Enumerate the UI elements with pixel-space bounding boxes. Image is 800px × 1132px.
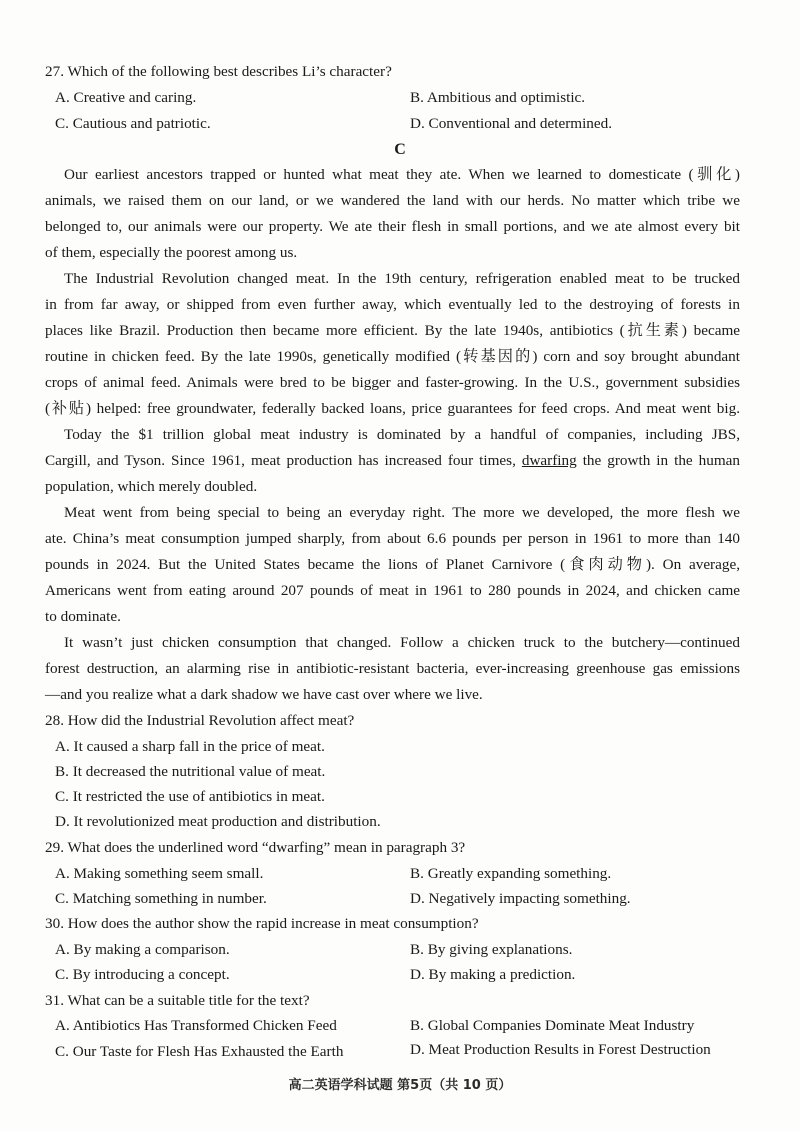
q31-option-c: C. Our Taste for Flesh Has Exhausted the Earth: [55, 1043, 344, 1060]
q30-option-c: C. By introducing a concept.: [55, 966, 230, 983]
passage-p5-line: It wasn’t just chicken consumption that changed. Follow a chicken truck to the butchery—continued: [64, 634, 740, 651]
passage-p3-line: [45, 451, 740, 471]
q31-option-b: B. Global Companies Dominate Meat Industry: [410, 1017, 695, 1034]
passage-p3-line: population, which merely doubled.: [45, 478, 258, 495]
text-run: Cargill, and Tyson. Since 1961, meat production has increased four times,: [45, 452, 522, 469]
passage-p1-line: of them, especially the poorest among us.: [45, 244, 298, 261]
text-run: the growth in the human: [576, 452, 740, 469]
q31-option-a: A. Antibiotics Has Transformed Chicken Feed: [55, 1017, 337, 1034]
q27-option-d: D. Conventional and determined.: [410, 115, 613, 132]
passage-p4-line: Americans went from eating around 207 pounds of meat in 1961 to 280 pounds in 2024, and chicken came: [45, 582, 740, 599]
passage-p5-line: forest destruction, an alarming rise in antibiotic-resistant bacteria, ever-increasing greenhouse gas emissions: [45, 660, 740, 677]
q29-option-d: D. Negatively impacting something.: [410, 890, 631, 907]
q28-option-b: B. It decreased the nutritional value of meat.: [55, 763, 326, 780]
q30-option-a: A. By making a comparison.: [55, 941, 230, 958]
passage-p2-line: crops of animal feed. Animals were bred to be bigger and faster-growing. In the U.S., government subsidies: [45, 374, 740, 391]
underlined-word-dwarfing: dwarfing: [521, 452, 577, 469]
q29-option-b: B. Greatly expanding something.: [410, 865, 612, 882]
q27-option-a: A. Creative and caring.: [55, 89, 197, 106]
passage-p2-line: (补贴) helped: free groundwater, federally backed loans, price guarantees for feed crops. And meat went big.: [45, 400, 740, 417]
q29-option-a: A. Making something seem small.: [55, 865, 264, 882]
q27-option-c: C. Cautious and patriotic.: [55, 115, 211, 132]
q30-option-d: D. By making a prediction.: [410, 966, 576, 983]
passage-p1-line: Our earliest ancestors trapped or hunted what meat they ate. When we learned to domesticate (驯化): [64, 166, 740, 183]
passage-p2-line: The Industrial Revolution changed meat. In the 19th century, refrigeration enabled meat to be trucked: [64, 270, 740, 287]
passage-p4-line: Meat went from being special to being an everyday right. The more we developed, the more flesh we: [64, 504, 740, 521]
q27-option-b: B. Ambitious and optimistic.: [410, 89, 586, 106]
page-footer: 高二英语学科试题 第5页（共 10 页）: [288, 1078, 512, 1093]
passage-p4-line: ate. China’s meat consumption jumped sharply, from about 6.6 pounds per person in 1961 to more than 140: [45, 530, 740, 547]
q28-option-a: A. It caused a sharp fall in the price of meat.: [55, 738, 325, 755]
passage-p2-line: in from far away, or shipped from even further away, which eventually led to the destroying of forests in: [45, 296, 740, 313]
q29-option-c: C. Matching something in number.: [55, 890, 267, 907]
passage-p2-line: places like Brazil. Production then became more efficient. By the late 1940s, antibiotics (抗生素) became: [45, 322, 740, 339]
passage-p4-line: to dominate.: [45, 608, 121, 625]
question-30-stem: 30. How does the author show the rapid increase in meat consumption?: [45, 915, 479, 932]
section-label: C: [394, 141, 406, 158]
passage-p2-line: routine in chicken feed. By the late 1990s, genetically modified (转基因的) corn and soy brought abundant: [45, 348, 740, 365]
q31-option-d: D. Meat Production Results in Forest Destruction: [410, 1041, 711, 1058]
passage-p1-line: animals, we raised them on our land, or we wandered the land with our herds. No matter which tribe we: [45, 192, 740, 209]
passage-p4-line: pounds in 2024. But the United States became the lions of Planet Carnivore (食肉动物). On average,: [45, 556, 740, 573]
question-28-stem: 28. How did the Industrial Revolution affect meat?: [45, 712, 355, 729]
q28-option-c: C. It restricted the use of antibiotics in meat.: [55, 788, 325, 805]
passage-p3-line: Today the $1 trillion global meat industry is dominated by a handful of companies, including JBS,: [64, 426, 740, 443]
passage-p1-line: belonged to, our animals were our property. We ate their flesh in small portions, and we ate almost every bit: [45, 218, 740, 235]
q28-option-d: D. It revolutionized meat production and distribution.: [55, 813, 381, 830]
passage-p5-line: —and you realize what a dark shadow we have cast over where we live.: [45, 686, 483, 703]
q30-option-b: B. By giving explanations.: [410, 941, 573, 958]
question-27-stem: 27. Which of the following best describes Li’s character?: [45, 63, 392, 80]
question-31-stem: 31. What can be a suitable title for the text?: [45, 992, 310, 1009]
question-29-stem: 29. What does the underlined word “dwarfing” mean in paragraph 3?: [45, 839, 466, 856]
